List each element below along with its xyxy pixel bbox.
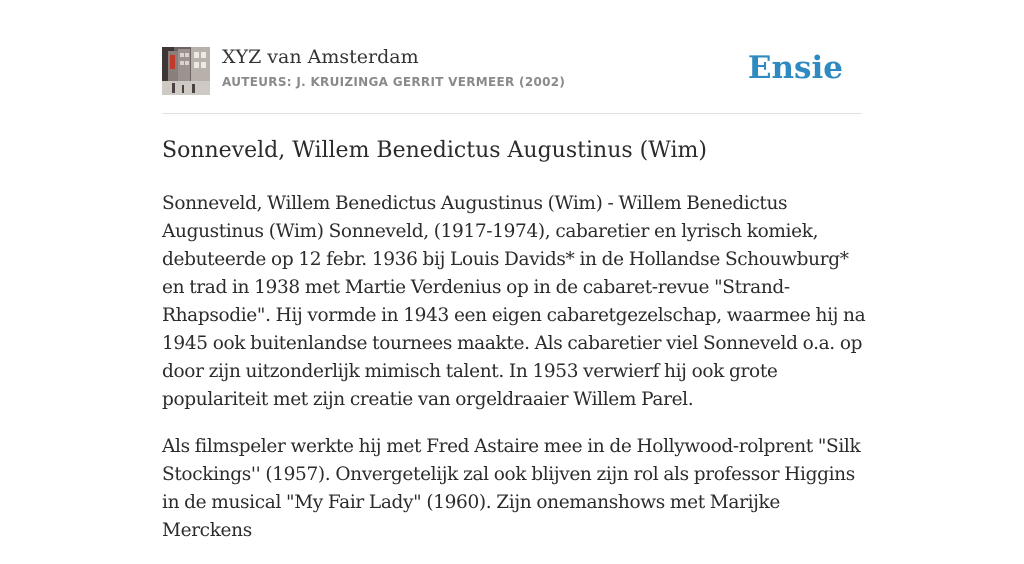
entry-content xyxy=(162,190,872,564)
book-cover-avatar[interactable] xyxy=(162,47,210,95)
book-header xyxy=(162,46,862,96)
book-authors: AUTEURS: J. KRUIZINGA GERRIT VERMEER (2002) xyxy=(222,75,566,89)
ensie-logo[interactable]: Ensie xyxy=(747,50,843,86)
entry-paragraph: Als filmspeler werkte hij met Fred Astaire mee in de Hollywood-rolprent "Silk Stockings'' (1957). Onvergetelijk zal ook blijven zijn rol als professor Higgins in de musical "My Fair Lady" (1960). Zijn onemanshows met Marijke Merckens xyxy=(162,436,861,541)
book-title-link[interactable]: XYZ van Amsterdam xyxy=(222,46,419,68)
page xyxy=(162,0,866,541)
header-divider xyxy=(162,113,862,114)
book-cover-image xyxy=(162,47,210,95)
entry-paragraph: Sonneveld, Willem Benedictus Augustinus (Wim) - Willem Benedictus Augustinus (Wim) Sonneveld, (1917-1974), cabaretier en lyrisch komiek, debuteerde op 12 febr. 1936 bij Louis Davids* in de Hollandse Schouwburg* en trad in 1938 met Martie Verdenius op in de cabaret-revue "Strand-Rhapsodie". Hij vormde in 1943 een eigen cabaretgezelschap, waarmee hij na 1945 ook buitenlandse tournees maakte. Als cabaretier viel Sonneveld o.a. op door zijn uitzonderlijk mimisch talent. In 1953 verwierf hij ook grote populariteit met zijn creatie van orgeldraaier Willem Parel. xyxy=(162,193,866,410)
entry-title: Sonneveld, Willem Benedictus Augustinus (Wim) xyxy=(162,138,707,163)
